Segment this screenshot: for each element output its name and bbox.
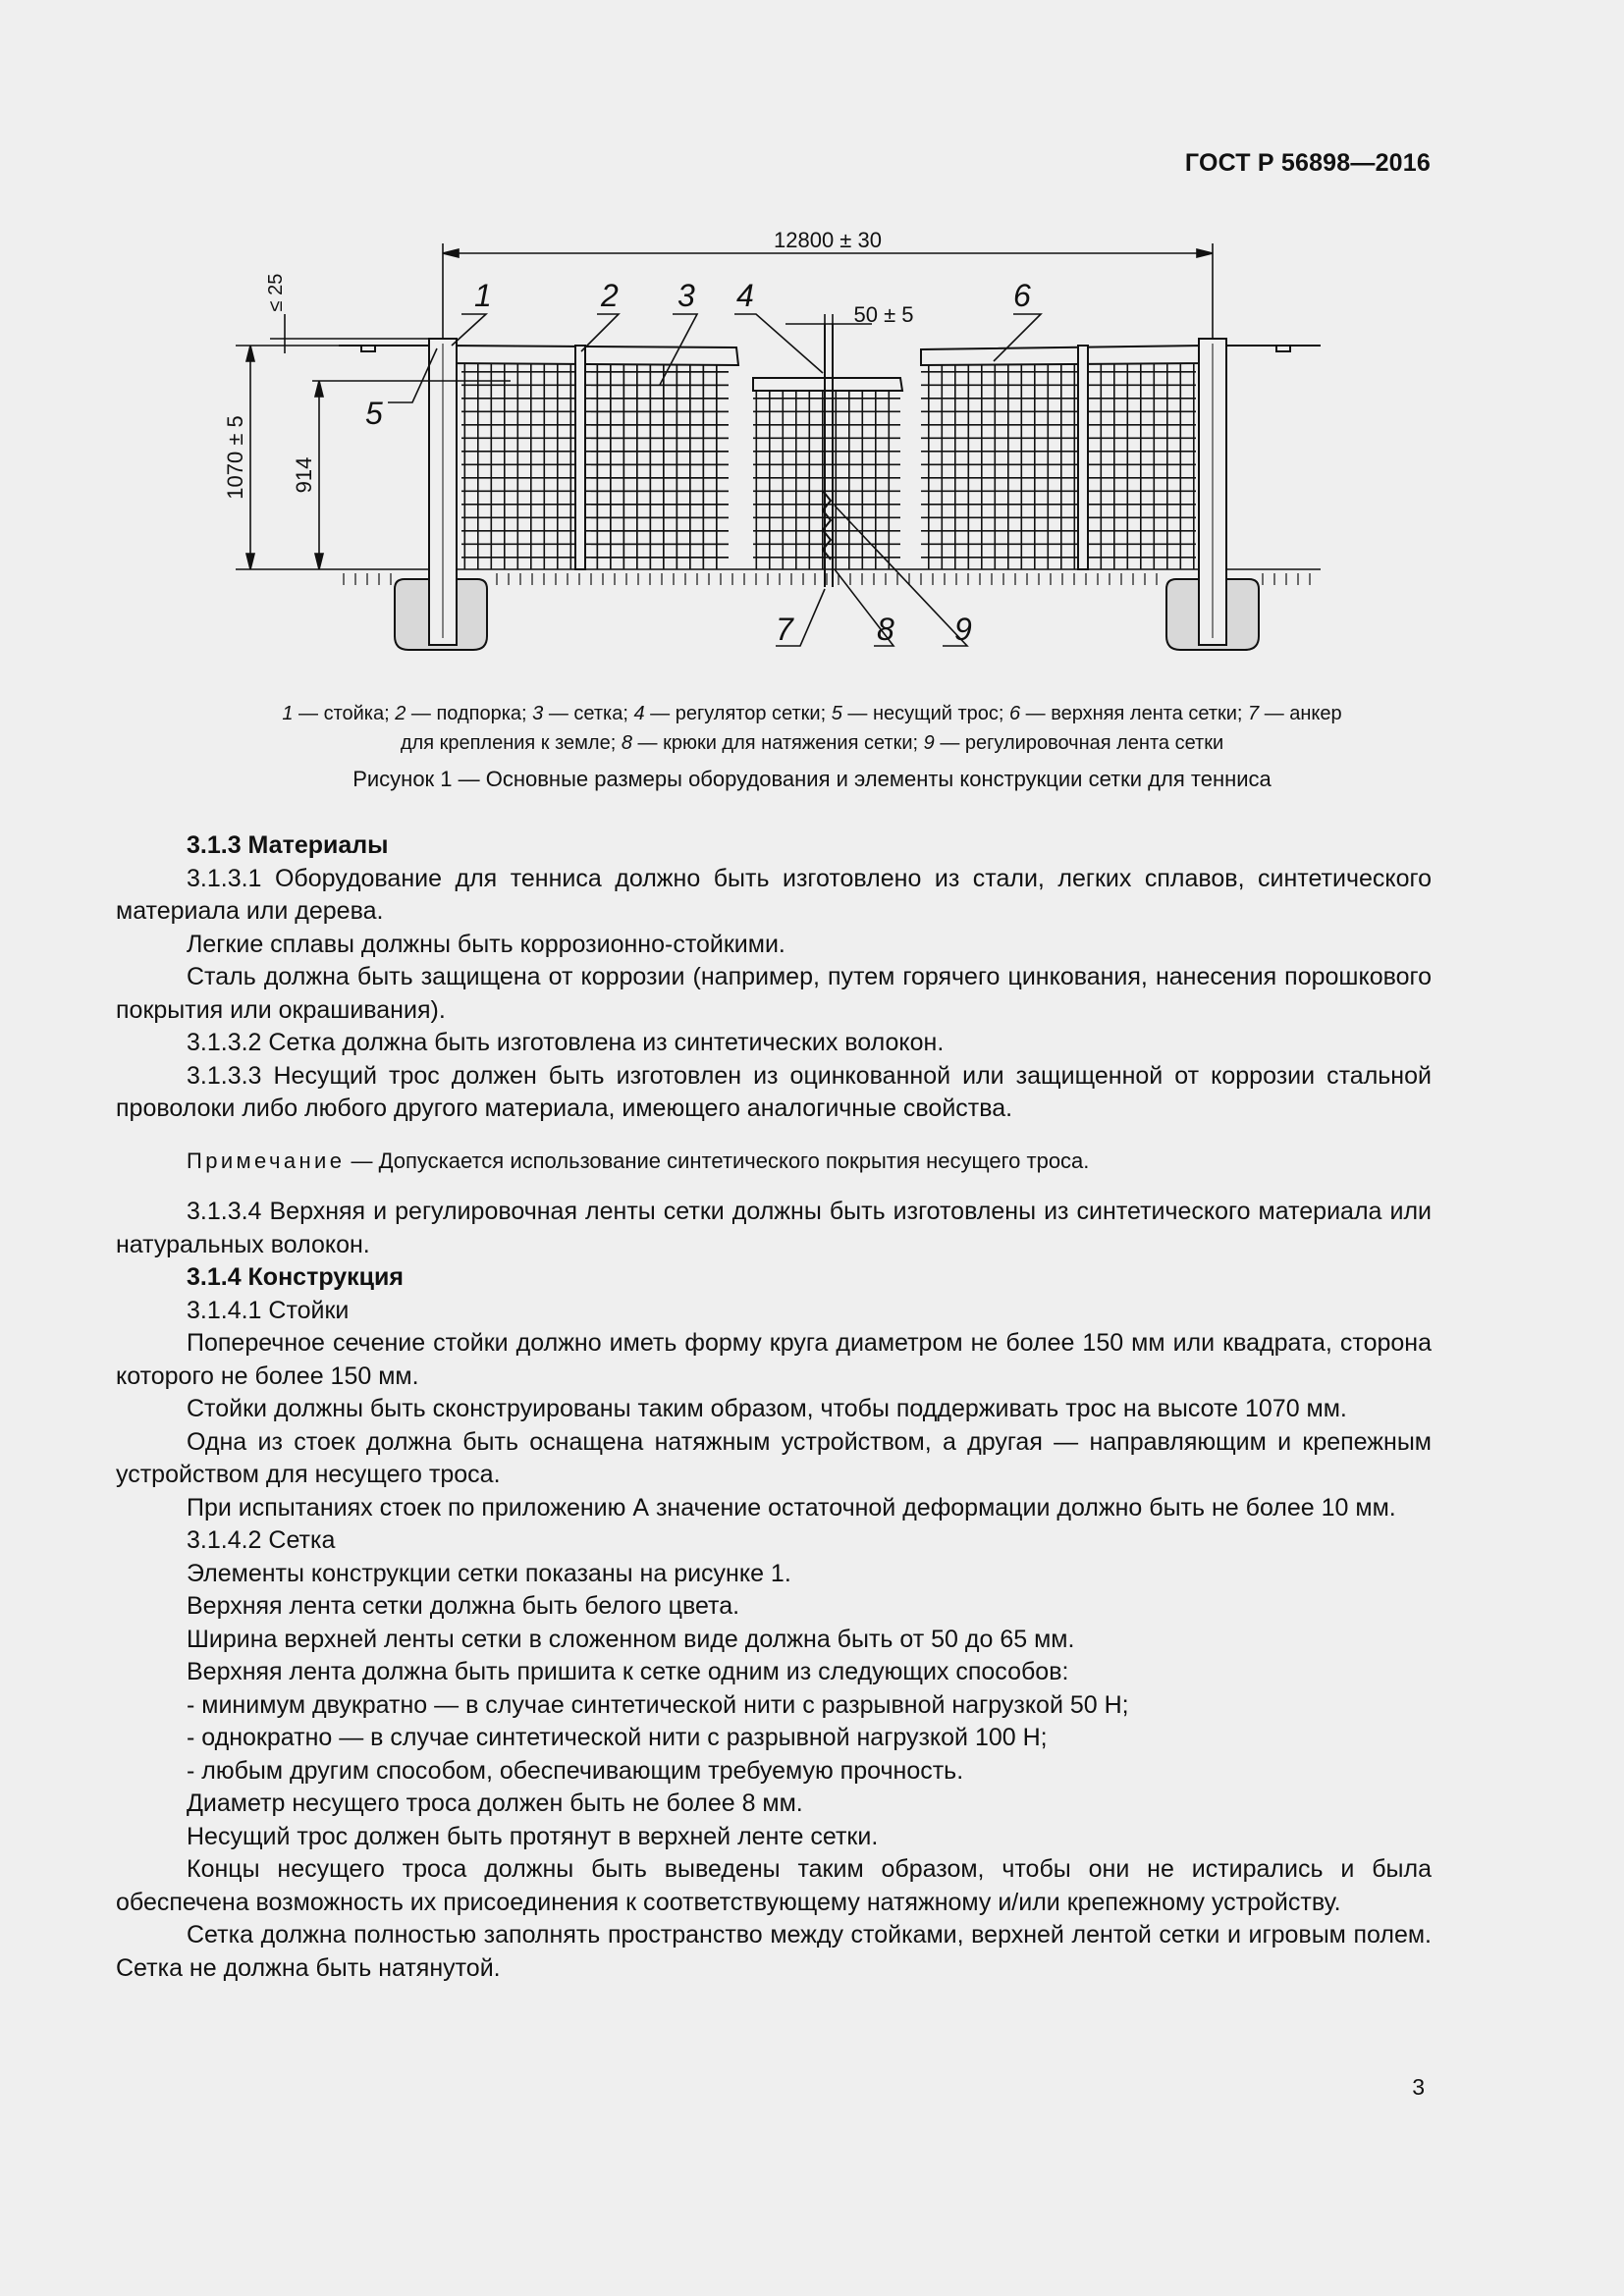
paragraph: Одна из стоек должна быть оснащена натяжным устройством, а другая — направляющим и крепежным устройством для несущего троса.: [116, 1427, 1432, 1488]
paragraph: Верхняя лента должна быть пришита к сетке одним из следующих способов:: [187, 1658, 1069, 1685]
note-text: — Допускается использование синтетического покрытия несущего троса.: [345, 1148, 1090, 1173]
dim-sag-label: ≤ 25: [265, 273, 287, 312]
paragraph: Сетка должна полностью заполнять пространство между стойками, верхней лентой сетки и игровым полем. Сетка не должна быть натянутой.: [116, 1921, 1432, 1982]
callout-8: 8: [877, 612, 894, 647]
paragraph: 3.1.4.1 Стойки: [187, 1296, 350, 1324]
dim-gap-label: 50 ± 5: [853, 302, 914, 327]
dim-total-label: 12800 ± 30: [774, 228, 882, 252]
figure-legend: [157, 699, 1467, 758]
callout-9: 9: [954, 612, 972, 647]
list-item: - однократно — в случае синтетической нити с разрывной нагрузкой 100 Н;: [187, 1724, 1048, 1751]
paragraph: Ширина верхней ленты сетки в сложенном виде должна быть от 50 до 65 мм.: [187, 1625, 1075, 1653]
paragraph: Несущий трос должен быть протянут в верхней ленте сетки.: [187, 1822, 879, 1850]
paragraph: 3.1.3.3 Несущий трос должен быть изготовлен из оцинкованной или защищенной от коррозии стальной проволоки либо любого другого материала, имеющего аналогичные свойства.: [116, 1061, 1432, 1122]
document-body: [116, 829, 1432, 1985]
paragraph: 3.1.3.1 Оборудование для тенниса должно быть изготовлено из стали, легких сплавов, синтетического материала или дерева.: [116, 864, 1432, 925]
note-label: Примечание: [187, 1148, 346, 1173]
document-header: ГОСТ Р 56898—2016: [1184, 149, 1431, 177]
callout-7: 7: [776, 612, 793, 647]
callout-5: 5: [365, 396, 383, 431]
note: [116, 1145, 1432, 1178]
paragraph: Поперечное сечение стойки должно иметь форму круга диаметром не более 150 мм или квадрата, сторона которого не более 150 мм.: [116, 1329, 1432, 1390]
section-heading-construction: 3.1.4 Конструкция: [187, 1263, 405, 1291]
dim-center-label: 914: [292, 456, 316, 494]
legend-line-1: 1 — стойка; 2 — подпорка; 3 — сетка; 4 — регулятор сетки; 5 — несущий трос; 6 — верхняя лента сетки; 7 — анкер: [282, 703, 1342, 724]
section-heading-materials: 3.1.3 Материалы: [187, 831, 389, 859]
callout-3: 3: [677, 278, 695, 313]
callout-2: 2: [601, 278, 619, 313]
figure-caption: Рисунок 1 — Основные размеры оборудования и элементы конструкции сетки для тенниса: [352, 767, 1272, 791]
paragraph: Элементы конструкции сетки показаны на рисунке 1.: [187, 1559, 791, 1587]
paragraph: Легкие сплавы должны быть коррозионно-стойкими.: [187, 930, 785, 958]
paragraph: Верхняя лента сетки должна быть белого цвета.: [187, 1592, 740, 1620]
callout-6: 6: [1013, 278, 1031, 313]
paragraph: Диаметр несущего троса должен быть не более 8 мм.: [187, 1789, 803, 1817]
paragraph: 3.1.3.2 Сетка должна быть изготовлена из синтетических волокон.: [187, 1029, 945, 1056]
callout-1: 1: [474, 278, 492, 313]
paragraph: Стойки должны быть сконструированы таким образом, чтобы поддерживать трос на высоте 1070 мм.: [187, 1395, 1347, 1422]
paragraph: Сталь должна быть защищена от коррозии (например, путем горячего цинкования, нанесения порошкового покрытия или окрашивания).: [116, 963, 1432, 1024]
list-item: - любым другим способом, обеспечивающим требуемую прочность.: [187, 1756, 964, 1785]
paragraph: При испытаниях стоек по приложению А значение остаточной деформации должно быть не более 10 мм.: [187, 1493, 1396, 1522]
list-item: - минимум двукратно — в случае синтетической нити с разрывной нагрузкой 50 Н;: [187, 1690, 1129, 1719]
paragraph: 3.1.4.2 Сетка: [187, 1526, 336, 1554]
page-number: 3: [1412, 2074, 1425, 2100]
paragraph: Концы несущего троса должны быть выведены таким образом, чтобы они не истирались и была обеспечена возможность их присоединения к соответствующему натяжному и/или крепежному устройству.: [116, 1855, 1432, 1916]
legend-line-2: для крепления к земле; 8 — крюки для натяжения сетки; 9 — регулировочная лента сетки: [400, 732, 1224, 754]
dim-height-label: 1070 ± 5: [223, 415, 247, 500]
callout-4: 4: [736, 278, 754, 313]
tennis-net-drawing: [0, 0, 1624, 687]
paragraph: 3.1.3.4 Верхняя и регулировочная ленты сетки должны быть изготовлены из синтетического материала или натуральных волокон.: [116, 1198, 1432, 1258]
